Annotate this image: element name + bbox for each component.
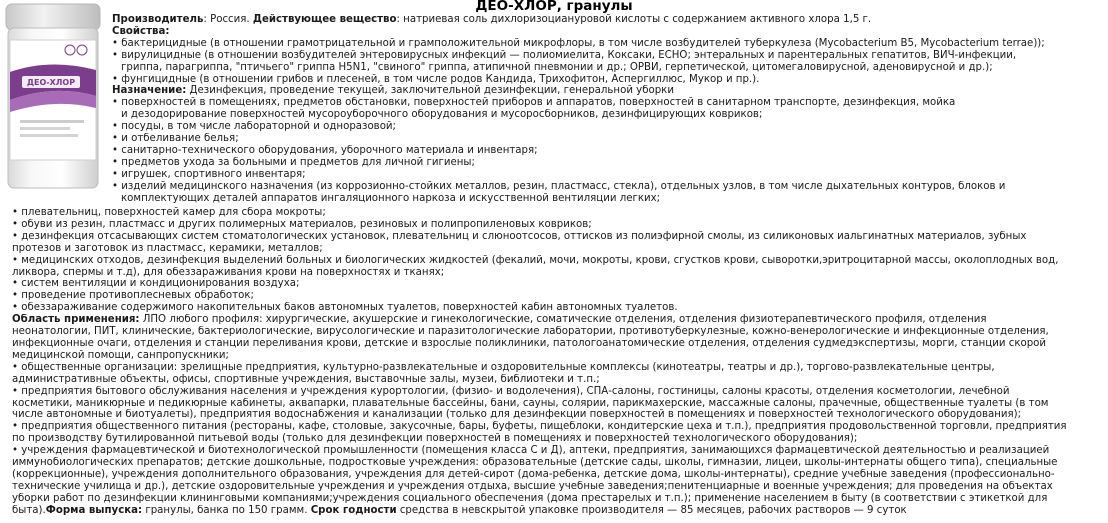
- scope-label: Область применения:: [12, 314, 140, 326]
- purpose-item: • проведение противоплесневых обработок;: [12, 290, 1104, 302]
- purpose-item-continued: ликвора, спермы и т.д), для обеззараживания крови на поверхностях и тканях;: [12, 266, 445, 278]
- purpose-item: • плевательниц, поверхностей камер для сбора мокроты;: [12, 207, 1104, 219]
- purpose-item-continued: комплектующих деталей аппаратов ингаляционного наркоза и искусственной вентиляции легких;: [121, 192, 661, 204]
- purpose-item-continued: протезов и заготовок из пластмасс, керамики, металлов;: [12, 242, 323, 254]
- product-jar-image: [0, 0, 110, 200]
- property-item: • фунгицидные (в отношении грибов и плесеней, в том числе родов Кандида, Трихофитон, Аспергиллюс, Мукор и пр.).: [112, 74, 1104, 86]
- scope-item-continued: (коррекционные), учреждения дополнительного образования, учреждения для детей-сирот (дома-ребенка, детские дома, школы-интернаты), средние учебные заведения (профессионально-: [12, 468, 1055, 480]
- shelf-life-value: средства в невскрытой упаковке производителя — 85 месяцев, рабочих растворов — 9 суток: [396, 504, 907, 516]
- scope-text-line: инфекционные очаги, отделения и станции переливания крови, детские и взрослые поликлиники, патологоанатомические отделения, отделения судмедэкспертизы, морги, станции скорой: [12, 337, 1047, 349]
- scope-text: ЛПО любого профиля: хирургические, акушерские и гинекологические, соматические отделения, отделения физиотерапевтического профиля, отделения: [139, 314, 987, 326]
- scope-item: • учреждения фармацевтической и биотехнологической промышленности (помещения класса С и Д), аптеки, предприятия, занимающихся фармацевтической деятельностью и реализацией: [12, 445, 1104, 457]
- scope-item-continued: технические училища и др.), детские оздоровительные учреждения и учреждения отдыха, высшие учебные заведения;пенитенциарные и военные учреждения; для проведения на объектах: [12, 480, 1053, 492]
- shelf-life-label: Срок годности: [310, 504, 397, 516]
- purpose-label: Назначение:: [112, 85, 187, 97]
- upper-section: [112, 14, 1104, 205]
- purpose-item: • предметов ухода за больными и предметов для личной гигиены;: [112, 157, 1104, 169]
- scope-item-continued: административные объекты, офисы, спортивные учреждения, выставочные залы, музеи, библиотеки и т.п.;: [12, 373, 600, 385]
- purpose-text: Дезинфекция, проведение текущей, заключительной дезинфекции, генеральной уборки: [186, 85, 674, 97]
- footer-prefix: быта).: [12, 504, 46, 516]
- properties-label: Свойства:: [112, 25, 170, 37]
- purpose-item: • систем вентиляции и кондиционирования воздуха;: [12, 278, 1104, 290]
- purpose-line: [112, 85, 1104, 97]
- scope-item: • предприятия бытового обслуживания населения и учреждения курортологии, (физио- и водолечения), СПА-салоны, гостиницы, салоны красоты, отделения косметологии, лечебной: [12, 386, 1104, 398]
- form-value: гранулы, банка по 150 грамм.: [142, 504, 311, 516]
- footer-line: [12, 505, 1104, 517]
- purpose-item: • посуды, в том числе лабораторной и одноразовой;: [112, 121, 1104, 133]
- purpose-item: • санитарно-технического оборудования, уборочного материала и инвентаря;: [112, 145, 1104, 157]
- purpose-item: • обеззараживание содержимого накопительных баков автономных туалетов, поверхностей кабин автономных туалетов.: [12, 302, 1104, 314]
- property-item: • бактерицидные (в отношении грамотрицательной и грамположительной микрофлоры, в том числе возбудителей туберкулеза (Mycobacterium B5, Mycobacterium terrae));: [112, 38, 1104, 50]
- scope-item-continued: числе автономные и биотуалеты), предприятия водоснабжения и канализации (только для дезинфекции поверхностей в помещениях и поверхностей технологического оборудования);: [12, 409, 1022, 421]
- scope-line: [12, 314, 1104, 326]
- scope-text-line: неонатологии, ПИТ, клинические, бактериологические, вирусологические и паразитологические лаборатории, противотуберкулезные, кожно-венерологические и инфекционные отделения,: [12, 326, 1049, 338]
- lower-section: [12, 207, 1104, 517]
- scope-item: • предприятия общественного питания (рестораны, кафе, столовые, закусочные, бары, буфеты, пищеблоки, кондитерские цеха и т.п.), предприятия продовольственной торговли, предприятия: [12, 421, 1104, 433]
- purpose-item: • и отбеливание белья;: [112, 133, 1104, 145]
- purpose-item: • игрушек, спортивного инвентаря;: [112, 169, 1104, 181]
- property-item: • вирулицидные (в отношении возбудителей энтеровирусных инфекций — полиомиелита, Коксаки, ЕСНО; энтеральных и парентеральных гепатитов, ВИЧ-инфекции,: [112, 50, 1104, 62]
- scope-item: • общественные организации: зрелищные предприятия, культурно-развлекательные и оздоровительные комплексы (кинотеатры, театры и др.), торгово-развлекательные центры,: [12, 362, 1104, 374]
- purpose-item: • медицинских отходов, дезинфекция выделений больных и биологических жидкостей (фекалий, мочи, мокроты, крови, сгустков крови, сыворотки,эритроцитарной массы, околоплодных вод,: [12, 255, 1104, 267]
- page-title: ДЕО-ХЛОР, гранулы: [475, 0, 633, 14]
- product-jar-label: ДЕО-ХЛОР: [26, 78, 76, 87]
- manufacturer-label: Производитель: [112, 14, 204, 25]
- manufacturer-line: [112, 14, 1104, 26]
- purpose-item: • изделий медицинского назначения (из коррозионно-стойких металлов, резин, пластмасс, стекла), отдельных узлов, в том числе дыхательных контуров, блоков и: [112, 181, 1104, 193]
- scope-item-continued: косметики, маникюрные и педикюрные кабинеты, аквапарки, плавательные бассейны, бани, сауны, солярии, парикмахерские, массажные салоны, прачечные, общественные туалеты (в том: [12, 397, 1049, 409]
- purpose-item: • обуви из резин, пластмасс и других полимерных материалов, резиновых и полипропиленовых ковриков;: [12, 219, 1104, 231]
- purpose-item: • дезинфекция отсасывающих систем стоматологических установок, плевательниц и слюноотсосов, оттисков из полиэфирной смолы, из силиконовых иальгинатных материалов, зубных: [12, 231, 1104, 243]
- purpose-item-continued: и дезодорирование поверхностей мусороуборочного оборудования и мусоросборников, дезинфицирующих ковриков;: [121, 109, 763, 121]
- scope-item-continued: по производству бутилированной питьевой воды (только для дезинфекции поверхностей в помещениях и поверхностей технологического оборудования);: [12, 433, 858, 445]
- scope-item-continued: уборки работ по дезинфекции клининговыми компаниями;учреждения социального обеспечения (дома престарелых и т.п.); применение населением в быту (в соответствии с этикеткой для: [12, 492, 1048, 504]
- scope-item-continued: иммунобиологических препаратов; детские дошкольные, подростковые учреждения: образовательные (детские сады, школы, гимназии, лицеи, школы-интернаты общего типа), специальные: [12, 457, 1058, 469]
- form-label: Форма выпуска:: [45, 504, 143, 516]
- purpose-item: • поверхностей в помещениях, предметов обстановки, поверхностей приборов и аппаратов, поверхностей в санитарном транспорте, дезинфекция, мойка: [112, 97, 1104, 109]
- property-item-continued: гриппа, парагриппа, "птичьего" гриппа H5N1, "свиного" гриппа, атипичной пневмонии и др.; ОРВИ, герпетической, цитомегаловирусной, аденовирусной и др.);: [121, 61, 993, 73]
- substance-value: : натриевая соль дихлоризоциануровой кислоты с содержанием активного хлора 1,5 г.: [396, 14, 872, 25]
- scope-text-line: медицинской помощи, санпропускники;: [12, 349, 229, 361]
- substance-label: Действующее вещество: [252, 14, 397, 25]
- manufacturer-value: : Россия.: [203, 14, 253, 25]
